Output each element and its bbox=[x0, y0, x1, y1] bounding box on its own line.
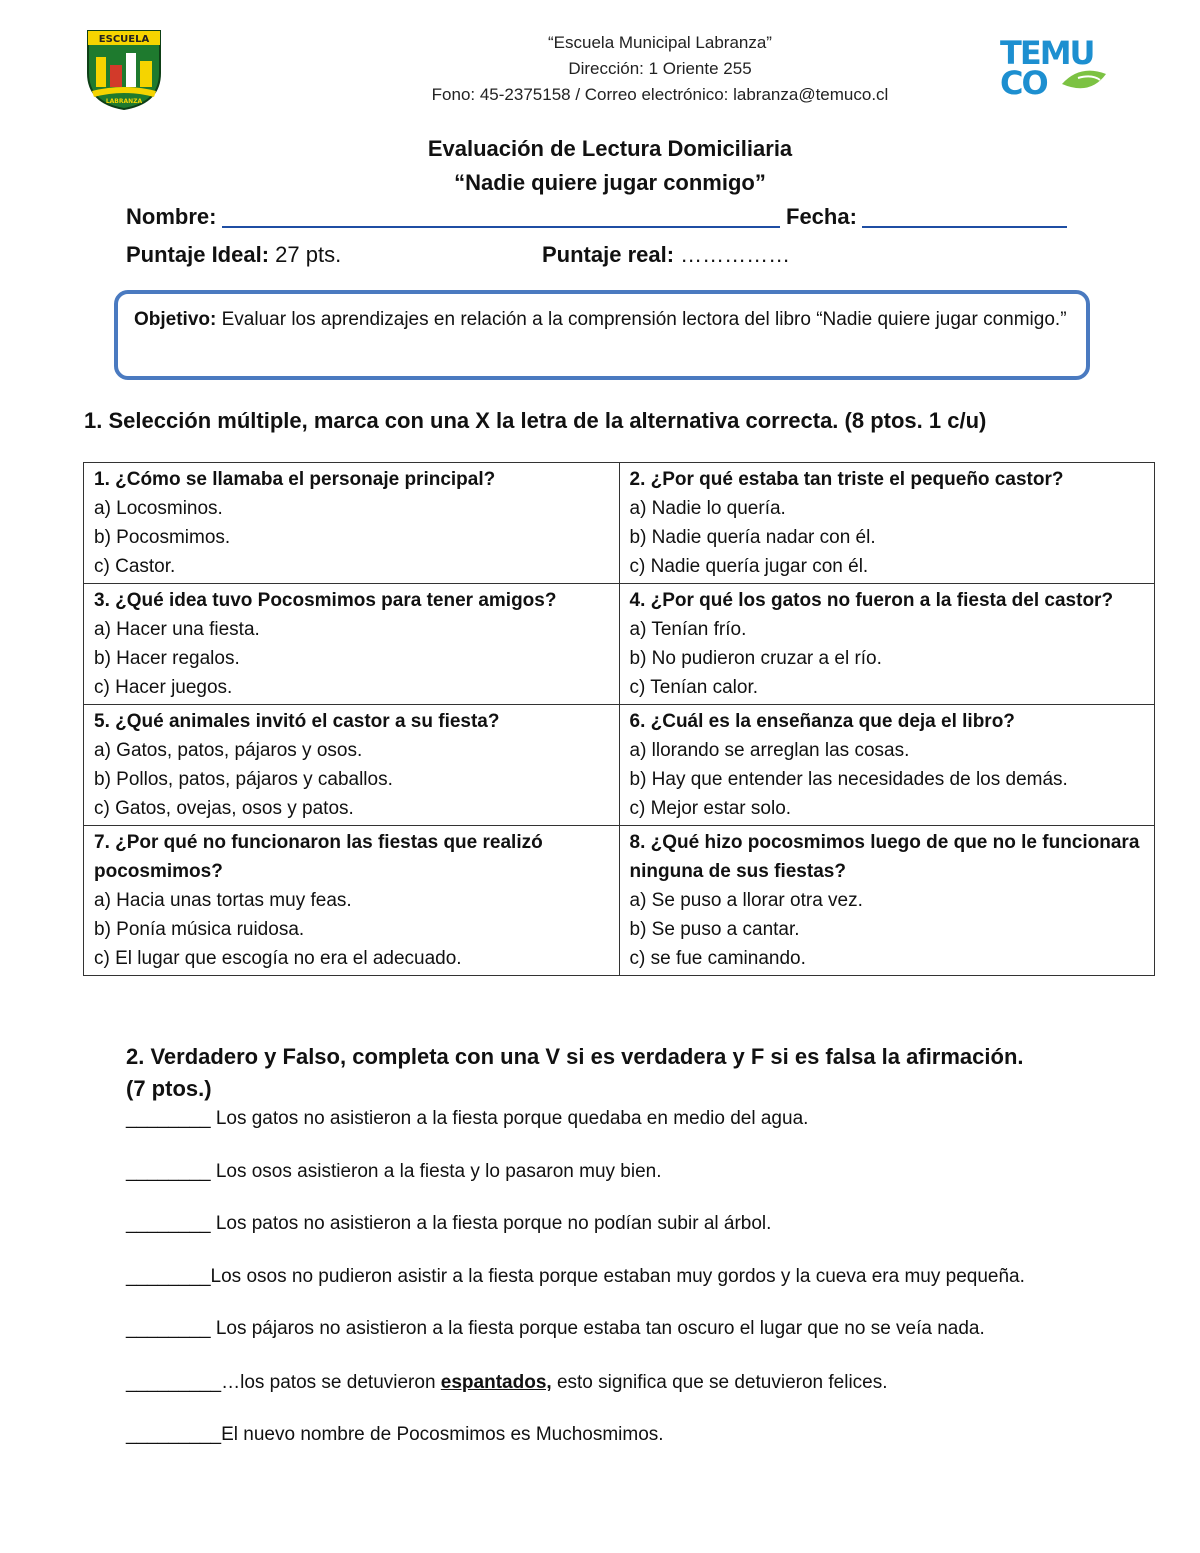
objective-box bbox=[114, 290, 1090, 380]
table-row bbox=[84, 463, 1155, 584]
question-text: 1. ¿Cómo se llamaba el personaje principal? bbox=[94, 469, 496, 490]
question-cell bbox=[84, 584, 620, 705]
question-text: 4. ¿Por qué los gatos no fueron a la fiesta del castor? bbox=[629, 590, 1114, 611]
option-b[interactable]: b) Ponía música ruidosa. bbox=[94, 919, 305, 940]
answer-blank[interactable]: _________ bbox=[126, 1424, 222, 1445]
section2-heading-line1: 2. Verdadero y Falso, completa con una V si es verdadera y F si es falsa la afirmación. bbox=[126, 1044, 1024, 1069]
option-c[interactable]: c) Gatos, ovejas, osos y patos. bbox=[94, 798, 354, 819]
statement-text: Los patos no asistieron a la fiesta porque no podían subir al árbol. bbox=[210, 1213, 772, 1234]
ideal-score bbox=[126, 242, 341, 268]
question-text: 2. ¿Por qué estaba tan triste el pequeño castor? bbox=[629, 469, 1064, 490]
temuco-logo-top: TEMU bbox=[1000, 34, 1094, 72]
option-b[interactable]: b) Hacer regalos. bbox=[94, 648, 240, 669]
date-field[interactable] bbox=[862, 226, 1067, 228]
option-b[interactable]: b) Se puso a cantar. bbox=[629, 919, 800, 940]
question-text: 6. ¿Cuál es la enseñanza que deja el libro? bbox=[629, 711, 1015, 732]
objective-text: Evaluar los aprendizajes en relación a la comprensión lectora del libro “Nadie quiere jugar conmigo.” bbox=[216, 309, 1067, 330]
answer-blank[interactable]: ________ bbox=[126, 1213, 211, 1234]
tf-statement bbox=[126, 1161, 662, 1183]
statement-text: Los pájaros no asistieron a la fiesta porque estaba tan oscuro el lugar que no se veía nada. bbox=[210, 1318, 985, 1339]
school-logo bbox=[84, 27, 164, 111]
answer-blank[interactable]: ________ bbox=[126, 1108, 211, 1129]
statement-text: El nuevo nombre de Pocosmimos es Muchosmimos. bbox=[221, 1424, 664, 1445]
real-score bbox=[542, 242, 790, 268]
answer-blank[interactable]: ________ bbox=[126, 1161, 211, 1182]
section2-heading bbox=[126, 1044, 1024, 1102]
section2-heading-line2: (7 ptos.) bbox=[126, 1076, 212, 1101]
question-cell bbox=[84, 826, 620, 976]
option-a[interactable]: a) Hacer una fiesta. bbox=[94, 619, 260, 640]
question-cell bbox=[84, 705, 620, 826]
option-a[interactable]: a) Hacia unas tortas muy feas. bbox=[94, 890, 352, 911]
option-c[interactable]: c) se fue caminando. bbox=[629, 948, 806, 969]
tf-statement bbox=[126, 1108, 808, 1130]
exam-title: Evaluación de Lectura Domiciliaria bbox=[427, 136, 793, 161]
date-label: Fecha: bbox=[786, 204, 857, 229]
ideal-score-label: Puntaje Ideal: bbox=[126, 242, 270, 267]
real-score-label: Puntaje real: bbox=[542, 242, 675, 267]
question-cell bbox=[619, 705, 1155, 826]
option-c[interactable]: c) Nadie quería jugar con él. bbox=[629, 556, 869, 577]
objective-label: Objetivo: bbox=[134, 309, 217, 330]
option-c[interactable]: c) Hacer juegos. bbox=[94, 677, 233, 698]
option-a[interactable]: a) llorando se arreglan las cosas. bbox=[629, 740, 910, 761]
table-row bbox=[84, 705, 1155, 826]
temuco-logo bbox=[1000, 34, 1112, 98]
option-a[interactable]: a) Nadie lo quería. bbox=[629, 498, 786, 519]
temuco-logo-bottom: CO bbox=[1000, 64, 1047, 98]
option-b[interactable]: b) Pocosmimos. bbox=[94, 527, 231, 548]
question-text: 7. ¿Por qué no funcionaron las fiestas que realizó pocosmimos? bbox=[94, 832, 543, 882]
tf-statement bbox=[126, 1213, 771, 1235]
tf-statement bbox=[126, 1372, 888, 1394]
school-header bbox=[300, 30, 1020, 108]
question-cell bbox=[84, 463, 620, 584]
option-c[interactable]: c) El lugar que escogía no era el adecuado. bbox=[94, 948, 462, 969]
answer-blank[interactable]: ________ bbox=[126, 1266, 211, 1287]
school-logo-bottom-text: LABRANZA bbox=[105, 98, 143, 105]
ideal-score-value: 27 pts. bbox=[269, 242, 342, 267]
answer-blank[interactable]: _________ bbox=[126, 1372, 222, 1393]
option-b[interactable]: b) Nadie quería nadar con él. bbox=[629, 527, 876, 548]
question-cell bbox=[619, 826, 1155, 976]
table-row bbox=[84, 826, 1155, 976]
statement-text-post: esto significa que se detuvieron felices. bbox=[551, 1372, 888, 1393]
section1-heading: 1. Selección múltiple, marca con una X la letra de la alternativa correcta. (8 ptos. 1 c/u) bbox=[84, 408, 987, 433]
statement-text: Los gatos no asistieron a la fiesta porque quedaba en medio del agua. bbox=[210, 1108, 809, 1129]
tf-statement bbox=[126, 1266, 1025, 1288]
name-label: Nombre: bbox=[126, 204, 217, 229]
question-text: 3. ¿Qué idea tuvo Pocosmimos para tener amigos? bbox=[94, 590, 557, 611]
question-text: 5. ¿Qué animales invitó el castor a su fiesta? bbox=[94, 711, 500, 732]
option-c[interactable]: c) Castor. bbox=[94, 556, 176, 577]
name-field[interactable] bbox=[222, 226, 780, 228]
emphasized-word: espantados, bbox=[440, 1372, 552, 1393]
option-b[interactable]: b) Pollos, patos, pájaros y caballos. bbox=[94, 769, 393, 790]
statement-text-pre: …los patos se detuvieron bbox=[221, 1372, 441, 1393]
multiple-choice-table bbox=[83, 462, 1155, 976]
tf-statement bbox=[126, 1424, 664, 1446]
real-score-value[interactable]: …………… bbox=[674, 242, 791, 267]
option-b[interactable]: b) Hay que entender las necesidades de los demás. bbox=[629, 769, 1068, 790]
option-b[interactable]: b) No pudieron cruzar a el río. bbox=[629, 648, 882, 669]
statement-text: Los osos asistieron a la fiesta y lo pasaron muy bien. bbox=[210, 1161, 662, 1182]
question-cell bbox=[619, 584, 1155, 705]
school-name: “Escuela Municipal Labranza” bbox=[548, 33, 772, 52]
statement-text: Los osos no pudieron asistir a la fiesta porque estaban muy gordos y la cueva era muy pequeña. bbox=[210, 1266, 1025, 1287]
question-cell bbox=[619, 463, 1155, 584]
answer-blank[interactable]: ________ bbox=[126, 1318, 211, 1339]
school-logo-text: ESCUELA bbox=[98, 34, 150, 45]
option-c[interactable]: c) Tenían calor. bbox=[629, 677, 759, 698]
option-a[interactable]: a) Gatos, patos, pájaros y osos. bbox=[94, 740, 363, 761]
book-title: “Nadie quiere jugar conmigo” bbox=[454, 170, 766, 195]
tf-statement bbox=[126, 1318, 985, 1340]
school-address: Dirección: 1 Oriente 255 bbox=[568, 59, 752, 78]
table-row bbox=[84, 584, 1155, 705]
option-a[interactable]: a) Locosminos. bbox=[94, 498, 223, 519]
option-a[interactable]: a) Se puso a llorar otra vez. bbox=[629, 890, 863, 911]
option-a[interactable]: a) Tenían frío. bbox=[629, 619, 747, 640]
question-text: 8. ¿Qué hizo pocosmimos luego de que no le funcionara ninguna de sus fiestas? bbox=[629, 832, 1140, 882]
school-contact: Fono: 45-2375158 / Correo electrónico: labranza@temuco.cl bbox=[431, 85, 889, 104]
option-c[interactable]: c) Mejor estar solo. bbox=[629, 798, 792, 819]
